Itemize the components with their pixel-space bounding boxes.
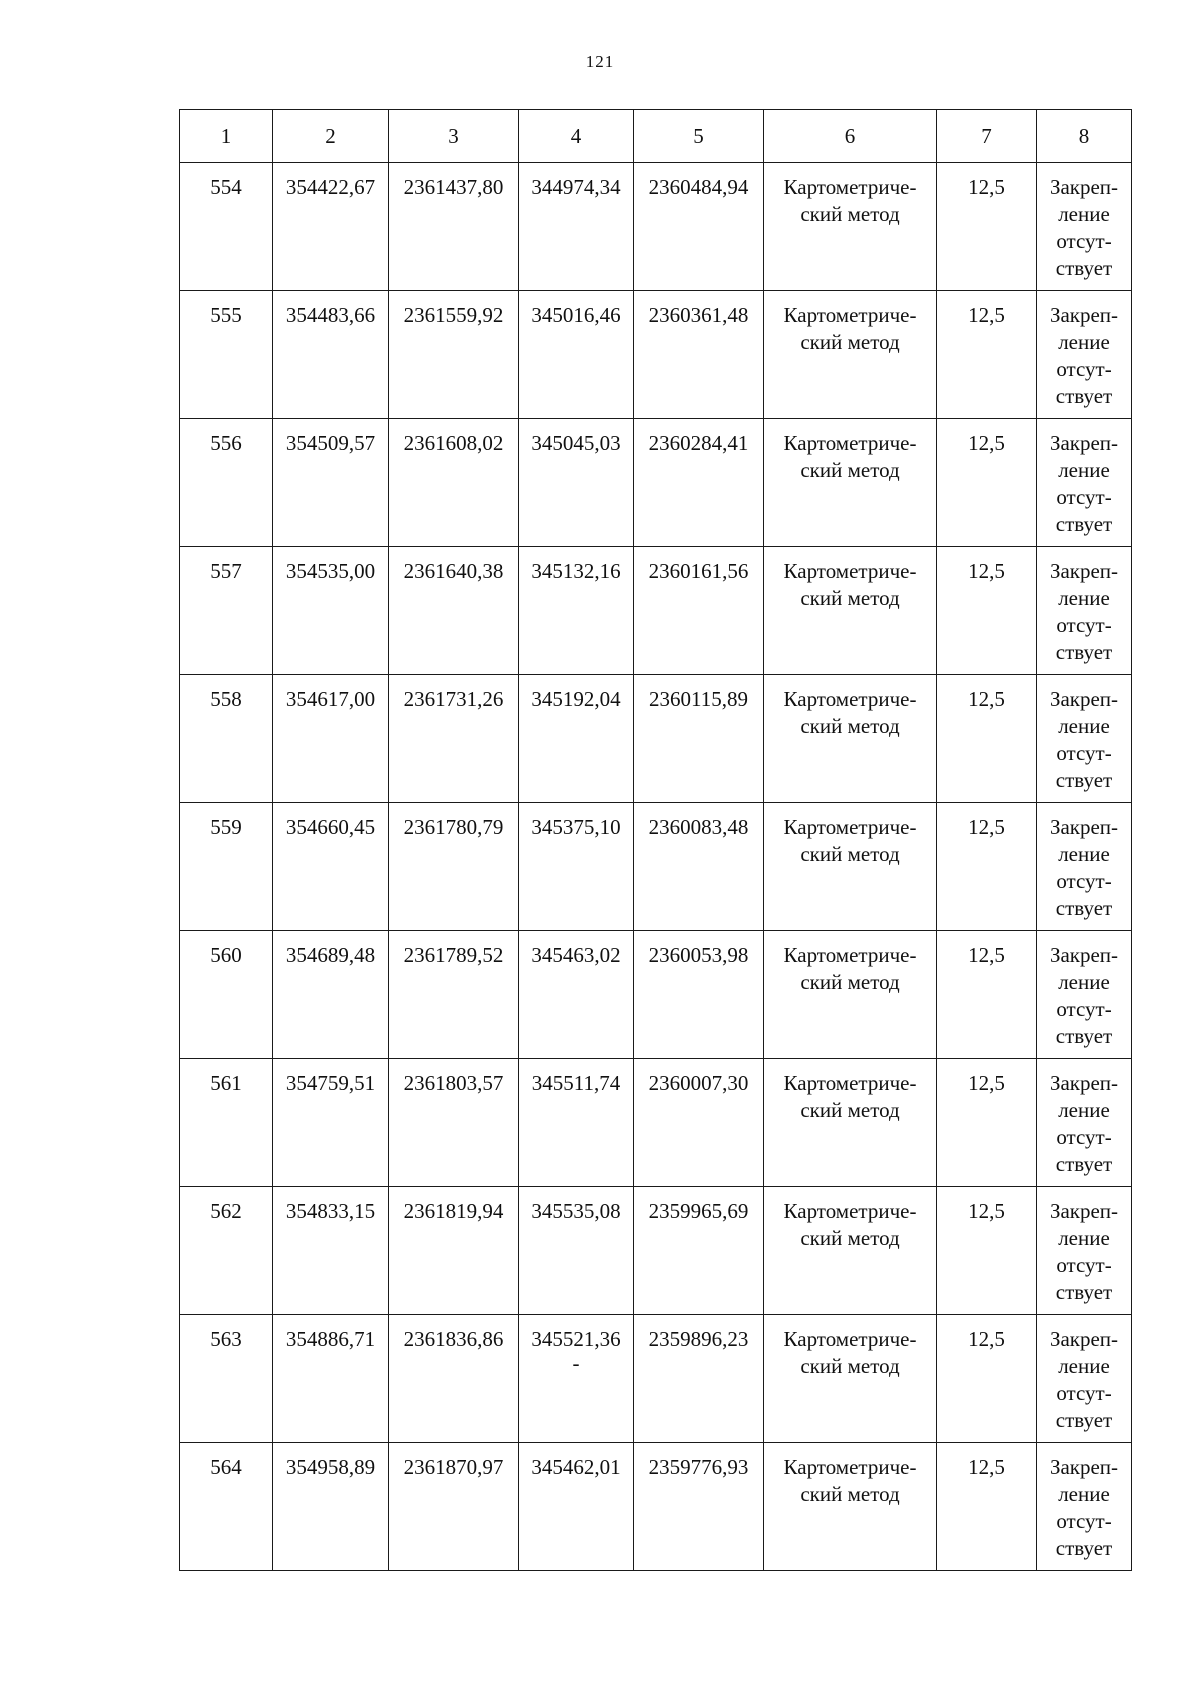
fixation-cell <box>1037 163 1132 291</box>
x-coordinate-cell: 354617,00 <box>273 675 389 803</box>
method-line-1: Картометриче- <box>783 559 917 583</box>
fixation-line-4: ствует <box>1055 896 1113 920</box>
table-row <box>180 163 1132 291</box>
table-row <box>180 931 1132 1059</box>
fixation-line-4: ствует <box>1055 256 1113 280</box>
method-cell <box>764 803 937 931</box>
x2-coordinate-mark: - <box>572 1351 580 1375</box>
method-line-1: Картометриче- <box>783 1455 917 1479</box>
fixation-line-3: отсут- <box>1056 229 1112 253</box>
point-number-cell: 564 <box>180 1443 273 1571</box>
fixation-line-4: ствует <box>1055 1152 1113 1176</box>
accuracy-cell: 12,5 <box>937 547 1037 675</box>
fixation-line-4: ствует <box>1055 1280 1113 1304</box>
accuracy-cell: 12,5 <box>937 1443 1037 1571</box>
x2-coordinate-value: 345511,74 <box>531 1071 621 1095</box>
fixation-line-2: ление <box>1058 330 1110 354</box>
fixation-line-2: ление <box>1058 458 1110 482</box>
fixation-line-2: ление <box>1058 1098 1110 1122</box>
table-row <box>180 419 1132 547</box>
table-row <box>180 803 1132 931</box>
y-coordinate-cell: 2361780,79 <box>389 803 519 931</box>
x2-coordinate-value: 345132,16 <box>531 559 621 583</box>
x2-coordinate-value: 345045,03 <box>531 431 621 455</box>
fixation-line-3: отсут- <box>1056 741 1112 765</box>
fixation-line-1: Закреп- <box>1049 687 1119 711</box>
header-cell-5: 5 <box>634 110 764 163</box>
accuracy-cell: 12,5 <box>937 291 1037 419</box>
fixation-line-2: ление <box>1058 1482 1110 1506</box>
accuracy-cell: 12,5 <box>937 803 1037 931</box>
method-cell <box>764 291 937 419</box>
point-number-cell: 559 <box>180 803 273 931</box>
y-coordinate-cell: 2361789,52 <box>389 931 519 1059</box>
fixation-line-1: Закреп- <box>1049 1327 1119 1351</box>
x-coordinate-cell: 354759,51 <box>273 1059 389 1187</box>
header-cell-4: 4 <box>519 110 634 163</box>
table-row <box>180 547 1132 675</box>
x-coordinate-cell: 354886,71 <box>273 1315 389 1443</box>
x2-coordinate-cell <box>519 1315 634 1443</box>
x2-coordinate-cell <box>519 163 634 291</box>
point-number-cell: 558 <box>180 675 273 803</box>
fixation-line-4: ствует <box>1055 1536 1113 1560</box>
fixation-line-4: ствует <box>1055 1408 1113 1432</box>
fixation-line-1: Закреп- <box>1049 559 1119 583</box>
point-number-cell: 560 <box>180 931 273 1059</box>
fixation-line-1: Закреп- <box>1049 1455 1119 1479</box>
x2-coordinate-cell <box>519 1443 634 1571</box>
method-cell <box>764 1443 937 1571</box>
fixation-line-2: ление <box>1058 1354 1110 1378</box>
y2-coordinate-cell: 2360161,56 <box>634 547 764 675</box>
fixation-cell <box>1037 931 1132 1059</box>
fixation-line-1: Закреп- <box>1049 431 1119 455</box>
y2-coordinate-cell: 2360115,89 <box>634 675 764 803</box>
method-cell <box>764 547 937 675</box>
fixation-line-1: Закреп- <box>1049 175 1119 199</box>
method-line-2: ский метод <box>800 842 900 866</box>
x-coordinate-cell: 354483,66 <box>273 291 389 419</box>
fixation-line-4: ствует <box>1055 384 1113 408</box>
point-number-cell: 561 <box>180 1059 273 1187</box>
point-number-cell: 554 <box>180 163 273 291</box>
method-line-1: Картометриче- <box>783 1071 917 1095</box>
table-header <box>180 110 1132 163</box>
header-row <box>180 110 1132 163</box>
table-body <box>180 163 1132 1571</box>
y2-coordinate-cell: 2360053,98 <box>634 931 764 1059</box>
x2-coordinate-cell <box>519 1059 634 1187</box>
method-line-1: Картометриче- <box>783 175 917 199</box>
x-coordinate-cell: 354660,45 <box>273 803 389 931</box>
fixation-line-3: отсут- <box>1056 1509 1112 1533</box>
x2-coordinate-value: 345521,36 <box>531 1327 621 1351</box>
x2-coordinate-cell <box>519 547 634 675</box>
header-cell-3: 3 <box>389 110 519 163</box>
point-number-cell: 557 <box>180 547 273 675</box>
point-number-cell: 555 <box>180 291 273 419</box>
x2-coordinate-value: 345535,08 <box>531 1199 621 1223</box>
x-coordinate-cell: 354509,57 <box>273 419 389 547</box>
fixation-line-3: отсут- <box>1056 613 1112 637</box>
method-cell <box>764 1187 937 1315</box>
fixation-line-3: отсут- <box>1056 869 1112 893</box>
fixation-line-4: ствует <box>1055 640 1113 664</box>
fixation-cell <box>1037 291 1132 419</box>
method-cell <box>764 675 937 803</box>
x2-coordinate-value: 345375,10 <box>531 815 621 839</box>
method-line-2: ский метод <box>800 330 900 354</box>
x2-coordinate-value: 345016,46 <box>531 303 621 327</box>
header-cell-8: 8 <box>1037 110 1132 163</box>
method-line-1: Картометриче- <box>783 815 917 839</box>
method-cell <box>764 1059 937 1187</box>
fixation-line-4: ствует <box>1055 1024 1113 1048</box>
y2-coordinate-cell: 2360083,48 <box>634 803 764 931</box>
x-coordinate-cell: 354689,48 <box>273 931 389 1059</box>
accuracy-cell: 12,5 <box>937 1315 1037 1443</box>
point-number-cell: 562 <box>180 1187 273 1315</box>
fixation-line-1: Закреп- <box>1049 943 1119 967</box>
x-coordinate-cell: 354958,89 <box>273 1443 389 1571</box>
method-cell <box>764 419 937 547</box>
method-line-2: ский метод <box>800 714 900 738</box>
table-row <box>180 1187 1132 1315</box>
fixation-cell <box>1037 1187 1132 1315</box>
method-line-1: Картометриче- <box>783 1199 917 1223</box>
fixation-line-3: отсут- <box>1056 485 1112 509</box>
fixation-line-3: отсут- <box>1056 357 1112 381</box>
method-line-1: Картометриче- <box>783 687 917 711</box>
x2-coordinate-value: 345192,04 <box>531 687 621 711</box>
x2-coordinate-cell <box>519 931 634 1059</box>
y2-coordinate-cell: 2359965,69 <box>634 1187 764 1315</box>
fixation-cell <box>1037 803 1132 931</box>
coordinates-table <box>179 109 1132 1571</box>
method-line-2: ский метод <box>800 1226 900 1250</box>
method-line-1: Картометриче- <box>783 303 917 327</box>
accuracy-cell: 12,5 <box>937 931 1037 1059</box>
fixation-line-1: Закреп- <box>1049 303 1119 327</box>
y-coordinate-cell: 2361608,02 <box>389 419 519 547</box>
fixation-cell <box>1037 419 1132 547</box>
fixation-line-2: ление <box>1058 970 1110 994</box>
fixation-line-4: ствует <box>1055 768 1113 792</box>
y-coordinate-cell: 2361640,38 <box>389 547 519 675</box>
x2-coordinate-cell <box>519 419 634 547</box>
header-cell-1: 1 <box>180 110 273 163</box>
y-coordinate-cell: 2361819,94 <box>389 1187 519 1315</box>
fixation-line-1: Закреп- <box>1049 1071 1119 1095</box>
x2-coordinate-value: 345462,01 <box>531 1455 621 1479</box>
y2-coordinate-cell: 2360284,41 <box>634 419 764 547</box>
point-number-cell: 563 <box>180 1315 273 1443</box>
method-line-1: Картометриче- <box>783 943 917 967</box>
fixation-line-3: отсут- <box>1056 1125 1112 1149</box>
y-coordinate-cell: 2361437,80 <box>389 163 519 291</box>
y2-coordinate-cell: 2359896,23 <box>634 1315 764 1443</box>
y2-coordinate-cell: 2359776,93 <box>634 1443 764 1571</box>
point-number-cell: 556 <box>180 419 273 547</box>
fixation-cell <box>1037 1443 1132 1571</box>
method-line-2: ский метод <box>800 1098 900 1122</box>
table-row <box>180 1315 1132 1443</box>
method-line-2: ский метод <box>800 202 900 226</box>
method-line-2: ский метод <box>800 970 900 994</box>
y-coordinate-cell: 2361836,86 <box>389 1315 519 1443</box>
method-line-2: ский метод <box>800 458 900 482</box>
page-number: 121 <box>585 52 615 71</box>
fixation-line-2: ление <box>1058 842 1110 866</box>
header-cell-6: 6 <box>764 110 937 163</box>
fixation-line-3: отсут- <box>1056 1253 1112 1277</box>
accuracy-cell: 12,5 <box>937 163 1037 291</box>
accuracy-cell: 12,5 <box>937 675 1037 803</box>
accuracy-cell: 12,5 <box>937 419 1037 547</box>
x-coordinate-cell: 354833,15 <box>273 1187 389 1315</box>
fixation-line-2: ление <box>1058 1226 1110 1250</box>
header-cell-7: 7 <box>937 110 1037 163</box>
x2-coordinate-cell <box>519 1187 634 1315</box>
method-line-1: Картометриче- <box>783 1327 917 1351</box>
x-coordinate-cell: 354422,67 <box>273 163 389 291</box>
fixation-line-3: отсут- <box>1056 1381 1112 1405</box>
y2-coordinate-cell: 2360484,94 <box>634 163 764 291</box>
method-cell <box>764 163 937 291</box>
x-coordinate-cell: 354535,00 <box>273 547 389 675</box>
accuracy-cell: 12,5 <box>937 1187 1037 1315</box>
fixation-cell <box>1037 675 1132 803</box>
fixation-cell <box>1037 1315 1132 1443</box>
method-cell <box>764 1315 937 1443</box>
header-cell-2: 2 <box>273 110 389 163</box>
method-line-2: ский метод <box>800 1482 900 1506</box>
y-coordinate-cell: 2361870,97 <box>389 1443 519 1571</box>
method-line-2: ский метод <box>800 1354 900 1378</box>
y2-coordinate-cell: 2360361,48 <box>634 291 764 419</box>
y2-coordinate-cell: 2360007,30 <box>634 1059 764 1187</box>
table-row <box>180 675 1132 803</box>
accuracy-cell: 12,5 <box>937 1059 1037 1187</box>
x2-coordinate-value: 345463,02 <box>531 943 621 967</box>
x2-coordinate-value: 344974,34 <box>531 175 621 199</box>
fixation-line-2: ление <box>1058 714 1110 738</box>
y-coordinate-cell: 2361731,26 <box>389 675 519 803</box>
method-cell <box>764 931 937 1059</box>
fixation-line-2: ление <box>1058 586 1110 610</box>
method-line-2: ский метод <box>800 586 900 610</box>
fixation-line-2: ление <box>1058 202 1110 226</box>
method-line-1: Картометриче- <box>783 431 917 455</box>
fixation-cell <box>1037 547 1132 675</box>
table-row <box>180 1059 1132 1187</box>
y-coordinate-cell: 2361803,57 <box>389 1059 519 1187</box>
x2-coordinate-cell <box>519 291 634 419</box>
fixation-line-1: Закреп- <box>1049 815 1119 839</box>
fixation-cell <box>1037 1059 1132 1187</box>
fixation-line-1: Закреп- <box>1049 1199 1119 1223</box>
x2-coordinate-cell <box>519 803 634 931</box>
x2-coordinate-cell <box>519 675 634 803</box>
fixation-line-3: отсут- <box>1056 997 1112 1021</box>
y-coordinate-cell: 2361559,92 <box>389 291 519 419</box>
table-row <box>180 1443 1132 1571</box>
table-row <box>180 291 1132 419</box>
fixation-line-4: ствует <box>1055 512 1113 536</box>
